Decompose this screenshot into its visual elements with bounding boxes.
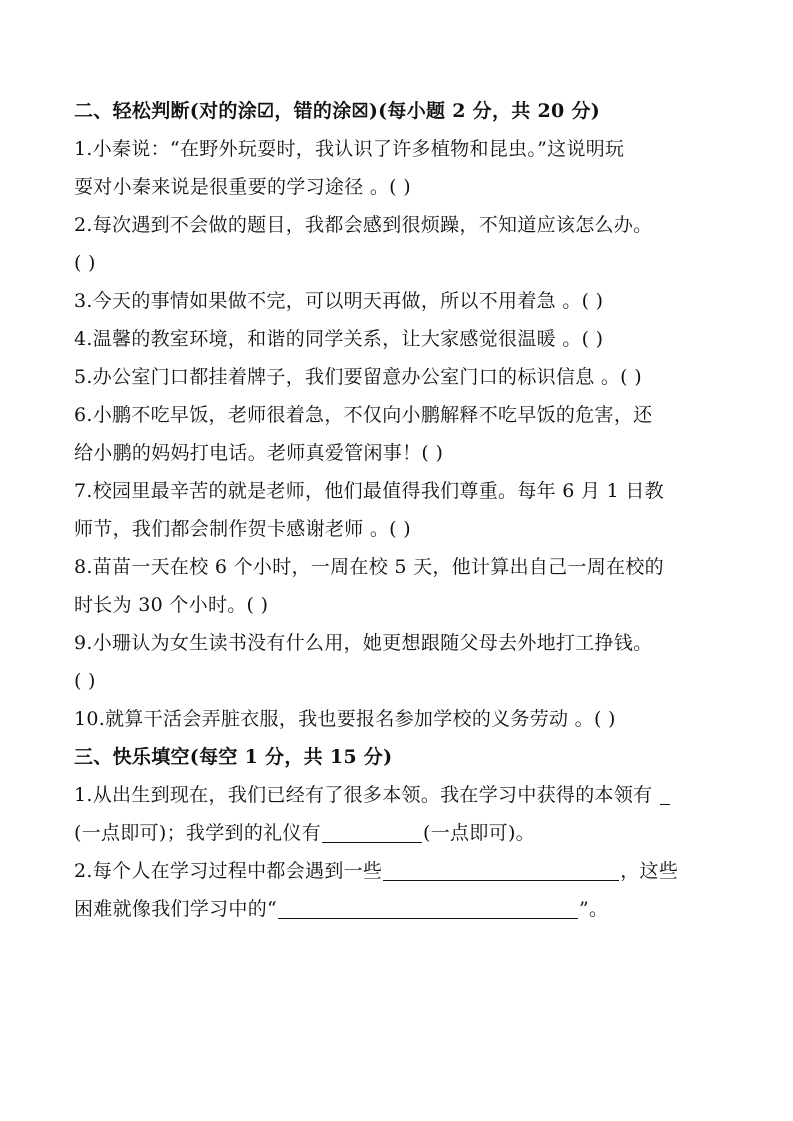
fill-question-1-line-2	[74, 814, 724, 852]
question-7-line-1: 7.校园里最辛苦的就是老师，他们最值得我们尊重。每年 6 月 1 日教	[74, 480, 664, 502]
fill-question-2-text-2-end: ”。	[579, 898, 609, 920]
section-3-title: 三、快乐填空(每空 1 分，共 15 分)	[74, 746, 393, 768]
question-9-line-1: 9.小珊认为女生读书没有什么用，她更想跟随父母去外地打工挣钱。	[74, 632, 653, 654]
fill-question-1-hint: (一点即可)；我学到的礼仪有	[74, 822, 322, 844]
answer-blank[interactable]	[322, 841, 422, 843]
question-1-line-2: 耍对小秦来说是很重要的学习途径 。( )	[74, 176, 411, 198]
section-2-title: 二、轻松判断(对的涂☑，错的涂☒)(每小题 2 分，共 20 分)	[74, 100, 601, 122]
question-4: 4.温馨的教室环境，和谐的同学关系，让大家感觉很温暖 。( )	[74, 328, 604, 350]
question-10: 10.就算干活会弄脏衣服，我也要报名参加学校的义务劳动 。( )	[74, 708, 616, 730]
worksheet-content	[74, 92, 724, 928]
question-8-line-1: 8.苗苗一天在校 6 个小时，一周在校 5 天，他计算出自己一周在校的	[74, 556, 664, 578]
question-2-line-1: 2.每次遇到不会做的题目，我都会感到很烦躁，不知道应该怎么办。	[74, 214, 653, 236]
fill-question-2-text: 2.每个人在学习过程中都会遇到一些	[74, 860, 383, 882]
question-3: 3.今天的事情如果做不完，可以明天再做，所以不用着急 。( )	[74, 290, 604, 312]
answer-blank[interactable]	[660, 803, 670, 805]
question-2-line-2: ( )	[74, 252, 96, 274]
fill-question-1-text: 1.从出生到现在，我们已经有了很多本领。我在学习中获得的本领有	[74, 784, 653, 806]
fill-question-2-text-end: ，这些	[620, 860, 679, 882]
question-9-line-2: ( )	[74, 670, 96, 692]
question-7-line-2: 师节，我们都会制作贺卡感谢老师 。( )	[74, 518, 411, 540]
answer-blank[interactable]	[383, 879, 619, 881]
fill-question-2-line-2	[74, 890, 724, 928]
fill-question-1-hint-end: (一点即可)。	[423, 822, 535, 844]
fill-question-2-text-2: 困难就像我们学习中的“	[74, 898, 278, 920]
question-5: 5.办公室门口都挂着牌子，我们要留意办公室门口的标识信息 。( )	[74, 366, 642, 388]
question-8-line-2: 时长为 30 个小时。( )	[74, 594, 269, 616]
fill-question-1-line-1	[74, 776, 724, 814]
question-6-line-2: 给小鹏的妈妈打电话。老师真爱管闲事！( )	[74, 442, 444, 464]
fill-question-2-line-1	[74, 852, 724, 890]
question-1-line-1: 1.小秦说：“在野外玩耍时，我认识了许多植物和昆虫。”这说明玩	[74, 138, 625, 160]
answer-blank[interactable]	[278, 917, 578, 919]
question-6-line-1: 6.小鹏不吃早饭，老师很着急，不仅向小鹏解释不吃早饭的危害，还	[74, 404, 653, 426]
